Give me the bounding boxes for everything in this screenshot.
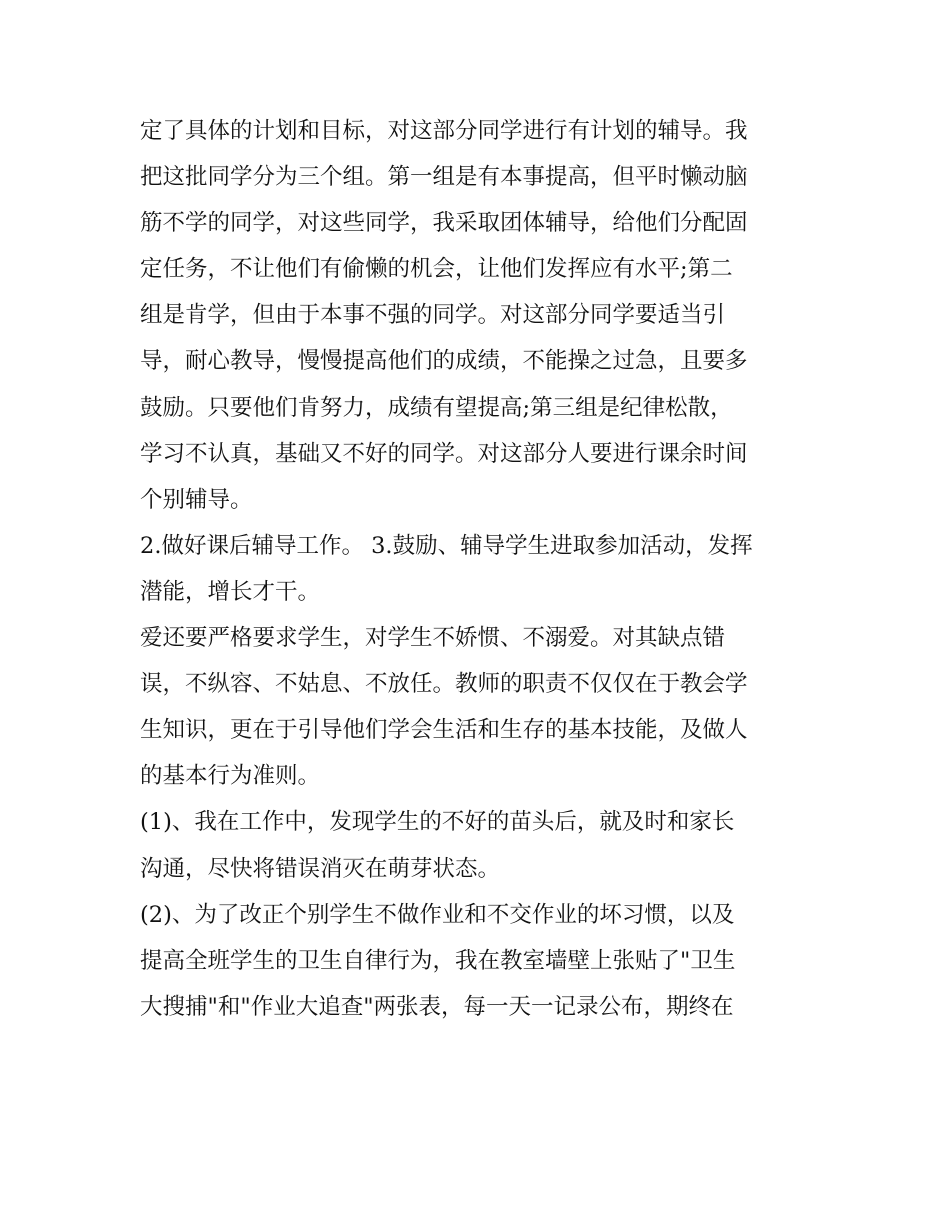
text-line: 提高全班学生的卫生自律行为，我在教室墙壁上张贴了"卫生 [140,947,736,974]
text-line: 鼓励。只要他们肯努力，成绩有望提高;第三组是纪律松散， [140,394,733,421]
text-line: 个别辅导。 [140,486,253,513]
text-line: 沟通，尽快将错误消灭在萌芽状态。 [140,855,501,882]
text-line: 导，耐心教导，慢慢提高他们的成绩，不能操之过急，且要多 [140,348,748,375]
text-line: 筋不学的同学，对这些同学，我采取团体辅导，给他们分配固 [140,210,748,237]
text-line: 误，不纵容、不姑息、不放任。教师的职责不仅仅在于教会学 [140,671,748,698]
text-line: 爱还要严格要求学生，对学生不娇惯、不溺爱。对其缺点错 [140,625,726,652]
text-line: 把这批同学分为三个组。第一组是有本事提高，但平时懒动脑 [140,164,748,191]
text-line: (2)、为了改正个别学生不做作业和不交作业的坏习惯，以及 [140,901,735,928]
text-line: (1)、我在工作中，发现学生的不好的苗头后，就及时和家长 [140,809,735,836]
text-line: 组是肯学，但由于本事不强的同学。对这部分同学要适当引 [140,302,726,329]
text-line: 的基本行为准则。 [140,763,321,790]
text-line: 潜能，增长才干。 [140,578,321,605]
document-body [140,108,830,1030]
text-line: 定任务，不让他们有偷懒的机会，让他们发挥应有水平;第二 [140,256,733,283]
text-line: 大搜捕"和"作业大追查"两张表，每一天一记录公布，期终在 [140,993,734,1020]
text-line: 定了具体的计划和目标，对这部分同学进行有计划的辅导。我 [140,118,748,144]
text-line: 学习不认真，基础又不好的同学。对这部分人要进行课余时间 [140,440,748,467]
text-line: 生知识，更在于引导他们学会生活和生存的基本技能，及做人 [140,717,748,744]
text-line: 2.做好课后辅导工作。 3.鼓励、辅导学生进取参加活动，发挥 [140,532,753,559]
